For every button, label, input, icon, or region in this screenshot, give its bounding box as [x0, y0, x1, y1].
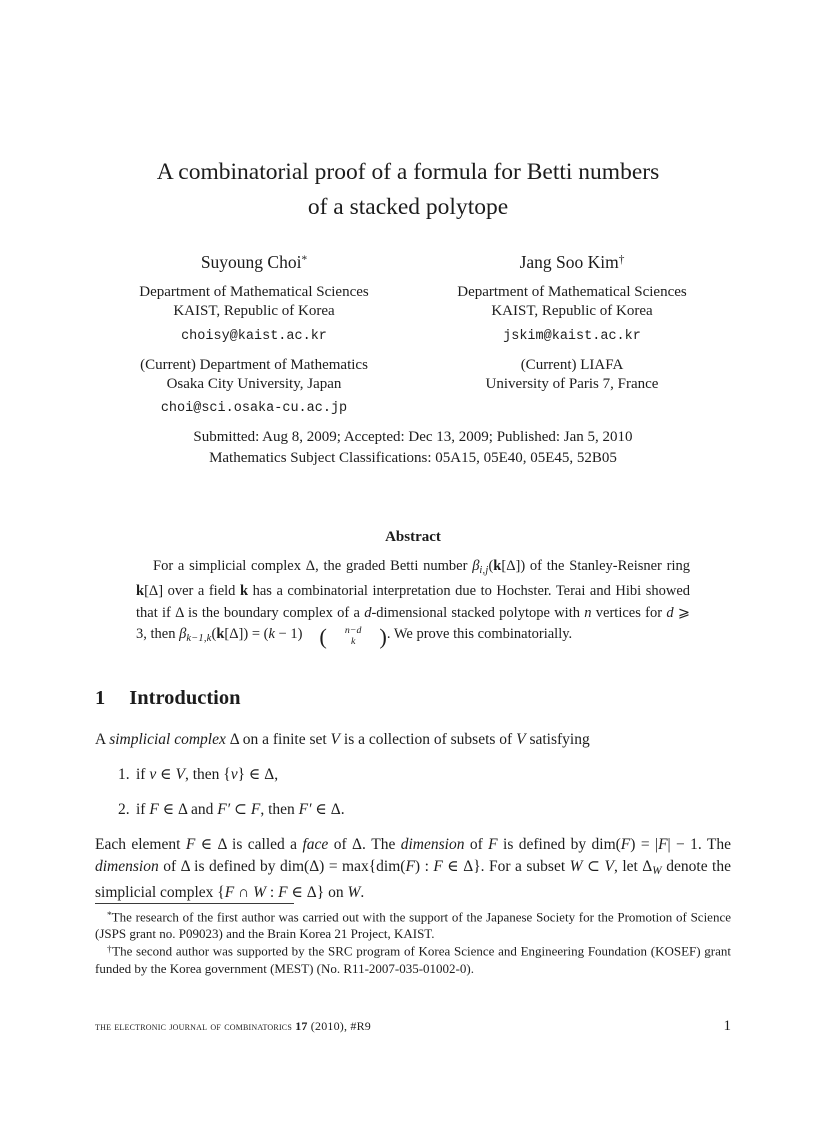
journal-line	[95, 1018, 371, 1034]
list-item-number: 2.	[118, 801, 130, 818]
journal-name: the electronic journal of combinatorics	[95, 1019, 292, 1033]
list-item-text: if v ∈ V, then {v} ∈ Δ,	[136, 766, 279, 783]
footnote-rule	[95, 903, 294, 904]
submission-info	[95, 427, 731, 469]
current-affiliation-line2: University of Paris 7, France	[485, 375, 659, 392]
paper-title	[0, 155, 816, 225]
author-name-text: Jang Soo Kim	[519, 252, 619, 273]
footnote-1	[95, 908, 731, 942]
author-name-text: Suyoung Choi	[200, 252, 302, 273]
authors-row	[95, 248, 731, 418]
submission-dates: Submitted: Aug 8, 2009; Accepted: Dec 13, 2009; Published: Jan 5, 2010	[193, 429, 633, 445]
journal-volume: 17	[295, 1019, 308, 1033]
list-item-text: if F ∈ Δ and F′ ⊂ F, then F′ ∈ Δ.	[136, 801, 345, 818]
footnote-marker: †	[107, 945, 113, 956]
affiliation-line2: KAIST, Republic of Korea	[173, 302, 335, 319]
author-block-1	[95, 248, 413, 418]
list-item-number: 1.	[118, 766, 130, 783]
paper-title-line1: A combinatorial proof of a formula for Betti numbers	[156, 159, 660, 185]
author-current-affiliation	[413, 356, 731, 393]
current-affiliation-line1: (Current) LIAFA	[520, 357, 624, 374]
msc-line: Mathematics Subject Classifications: 05A15, 05E40, 05E45, 52B05	[209, 450, 617, 466]
author-footnote-marker: *	[301, 254, 308, 266]
author-email: jskim@kaist.ac.kr	[503, 329, 641, 345]
definition-list-item-1	[95, 764, 731, 786]
journal-issue-info: (2010), #R9	[307, 1019, 372, 1033]
author-block-2	[413, 248, 731, 418]
author-name	[413, 248, 731, 274]
current-affiliation-line2: Osaka City University, Japan	[166, 375, 342, 392]
footnote-2	[95, 942, 731, 976]
section-number: 1	[95, 687, 106, 709]
abstract-text: For a simplicial complex Δ, the graded Betti number $\beta_{i,j}(k[\Delta])$ of the Stanley-Reisner ring k[Δ] over a field k has a combinatorial interpretation due to Hochster. Terai and Hibi showed that if Δ is the boundary complex of a d-dimensional stacked polytope with n vertices for d ⩾ 3, then $\beta_{k-1,k}(k[\Delta]) = (k - 1)$ ( n−d k ) . We prove this combinatorially.	[136, 558, 691, 650]
definition-list-item-2	[95, 799, 731, 821]
introduction-body	[95, 729, 731, 904]
page-footer	[95, 1018, 731, 1034]
affiliation-line1: Department of Mathematical Sciences	[457, 284, 687, 301]
affiliation-line1: Department of Mathematical Sciences	[139, 284, 369, 301]
footnote-marker: *	[107, 911, 112, 921]
footnote-text: The second author was supported by the SRC program of Korea Science and Engineering Foundation (KOSEF) grant funded by the Korea government (MEST) (No. R11-2007-035-01002-0).	[95, 943, 732, 976]
author-name	[95, 248, 413, 274]
section-title: Introduction	[129, 687, 241, 709]
author-email: choisy@kaist.ac.kr	[181, 329, 327, 345]
paper-title-line2: of a stacked polytope	[307, 194, 509, 220]
current-affiliation-line1: (Current) Department of Mathematics	[140, 357, 368, 374]
intro-paragraph-2: Each element F ∈ Δ is called a face of Δ. The dimension of F is defined by dim(F) = |F| − 1. The dimension of Δ is defined by dim(Δ) = max{dim(F) : F ∈ Δ}. For a subset W ⊂ V, let $\Delta_W$ denote the simplicial complex {F ∩ W : F ∈ Δ} on W.	[95, 836, 731, 902]
author-current-email: choi@sci.osaka-cu.ac.jp	[160, 401, 348, 417]
abstract-section	[136, 527, 690, 650]
section-heading	[95, 683, 731, 713]
abstract-heading: Abstract	[385, 529, 441, 545]
page-number: 1	[723, 1018, 731, 1034]
author-affiliation	[95, 283, 413, 320]
footnotes-section	[95, 903, 731, 977]
affiliation-line2: KAIST, Republic of Korea	[491, 302, 653, 319]
author-affiliation	[413, 283, 731, 320]
author-footnote-marker: †	[618, 254, 625, 266]
author-current-affiliation	[95, 356, 413, 393]
intro-paragraph-1: A simplicial complex Δ on a finite set V is a collection of subsets of V satisfying	[95, 731, 590, 748]
footnote-text: The research of the first author was carried out with the support of the Japanese Society for the Promotion of Science (JSPS grant no. P09023) and the Brain Korea 21 Project, KAIST.	[95, 909, 731, 942]
